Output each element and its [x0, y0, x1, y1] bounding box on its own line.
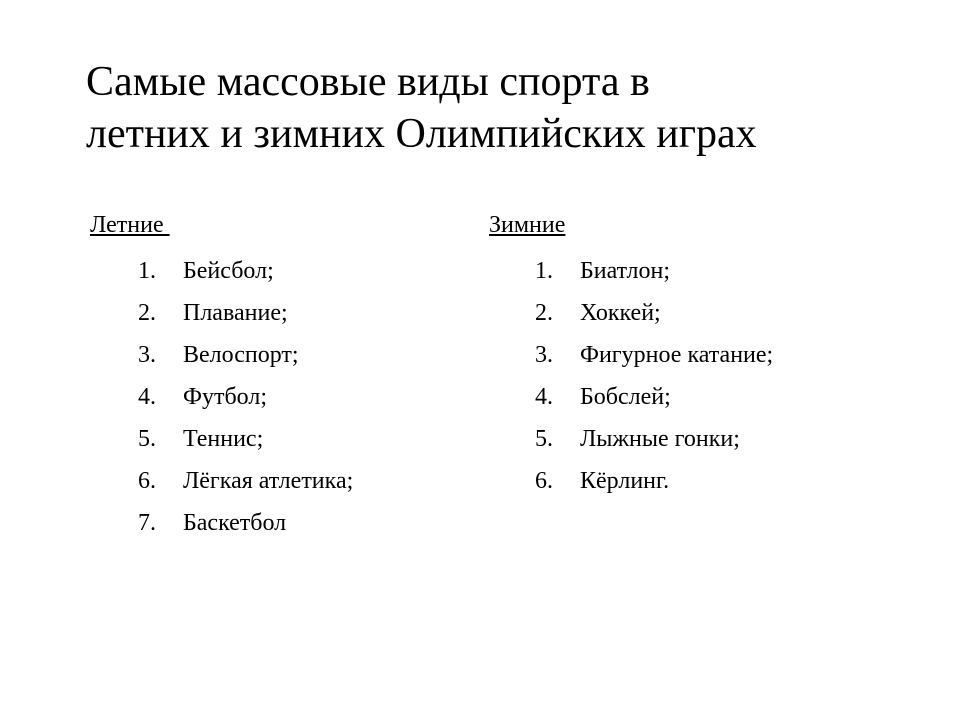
item-number: 5.: [138, 426, 156, 452]
item-name: Кёрлинг.: [580, 468, 670, 494]
item-name: Теннис;: [183, 426, 264, 452]
item-name: Баскетбол: [183, 510, 287, 536]
item-number: 6.: [535, 468, 553, 494]
item-name: Лёгкая атлетика;: [183, 468, 354, 494]
summer-sports-list: [90, 250, 470, 544]
item-number: 7.: [138, 510, 156, 536]
list-item: [90, 376, 470, 418]
item-name: Бобслей;: [580, 384, 671, 410]
list-item: [489, 292, 909, 334]
item-name: Велоспорт;: [183, 342, 299, 368]
title-line-1: Самые массовые виды спорта в: [86, 59, 650, 105]
slide-title: [86, 56, 906, 160]
item-name: Футбол;: [183, 384, 267, 410]
item-number: 6.: [138, 468, 156, 494]
item-name: Хоккей;: [580, 300, 661, 326]
winter-sports-list: [489, 250, 909, 502]
list-item: [489, 460, 909, 502]
list-item: [489, 376, 909, 418]
list-item: [90, 418, 470, 460]
winter-header: Зимние: [489, 212, 566, 238]
winter-column: [489, 210, 909, 502]
item-number: 3.: [535, 342, 553, 368]
item-number: 2.: [138, 300, 156, 326]
item-number: 1.: [138, 258, 156, 284]
item-name: Биатлон;: [580, 258, 671, 284]
list-item: [90, 460, 470, 502]
item-number: 5.: [535, 426, 553, 452]
list-item: [90, 502, 470, 544]
list-item: [90, 292, 470, 334]
item-name: Лыжные гонки;: [580, 426, 740, 452]
item-number: 4.: [535, 384, 553, 410]
list-item: [90, 334, 470, 376]
summer-header: Летние: [90, 212, 170, 238]
item-number: 2.: [535, 300, 553, 326]
item-name: Бейсбол;: [183, 258, 274, 284]
list-item: [489, 418, 909, 460]
item-number: 4.: [138, 384, 156, 410]
item-number: 1.: [535, 258, 553, 284]
item-number: 3.: [138, 342, 156, 368]
item-name: Фигурное катание;: [580, 342, 774, 368]
list-item: [489, 334, 909, 376]
title-line-2: летних и зимних Олимпийских играх: [86, 111, 757, 157]
list-item: [489, 250, 909, 292]
summer-column: [90, 210, 470, 544]
item-name: Плавание;: [183, 300, 288, 326]
list-item: [90, 250, 470, 292]
